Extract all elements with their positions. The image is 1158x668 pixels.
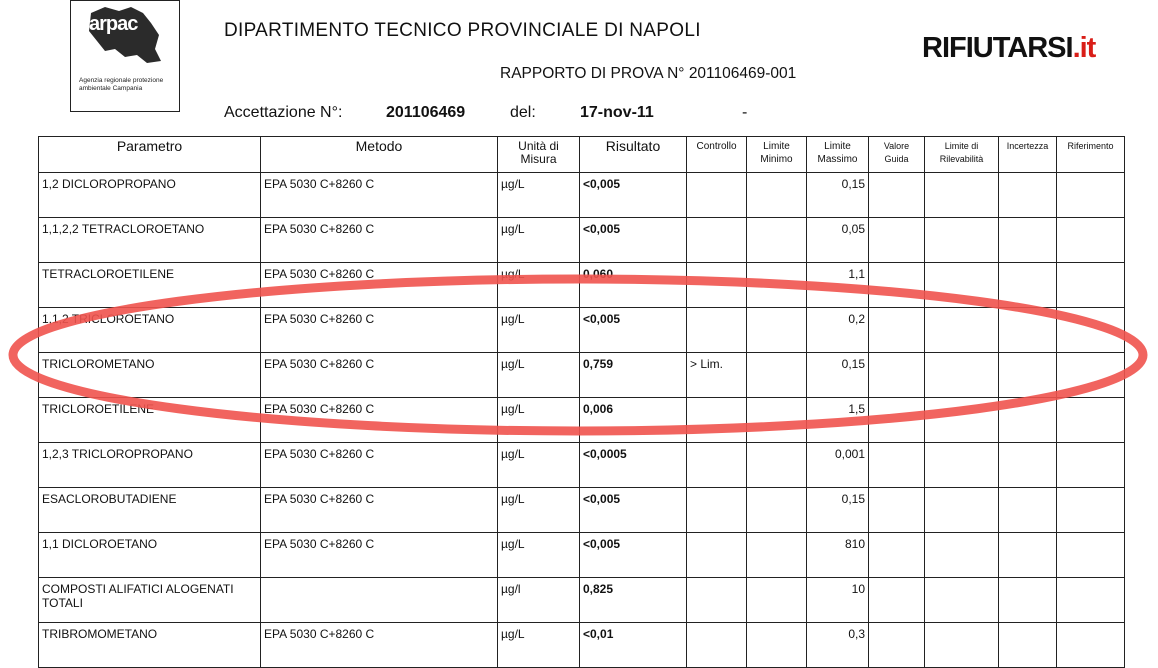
cell-incertezza xyxy=(999,308,1057,353)
cell-controllo xyxy=(687,533,747,578)
cell-parametro: 1,1 DICLOROETANO xyxy=(39,533,261,578)
cell-guida xyxy=(869,173,925,218)
cell-minimo xyxy=(747,443,807,488)
cell-incertezza xyxy=(999,443,1057,488)
cell-rilevabilita xyxy=(925,353,999,398)
cell-controllo xyxy=(687,398,747,443)
table-row xyxy=(39,173,1125,218)
header-controllo: Controllo xyxy=(687,137,747,173)
table-row xyxy=(39,218,1125,263)
cell-metodo: EPA 5030 C+8260 C xyxy=(261,533,498,578)
cell-riferimento xyxy=(1057,623,1125,668)
cell-unita: µg/L xyxy=(498,488,580,533)
table-row xyxy=(39,578,1125,623)
cell-guida xyxy=(869,398,925,443)
cell-unita: µg/l xyxy=(498,578,580,623)
cell-rilevabilita xyxy=(925,173,999,218)
cell-minimo xyxy=(747,308,807,353)
cell-risultato: 0,759 xyxy=(580,353,687,398)
cell-minimo xyxy=(747,173,807,218)
header-parametro: Parametro xyxy=(39,137,261,173)
cell-massimo: 1,5 xyxy=(807,398,869,443)
table-row xyxy=(39,263,1125,308)
cell-massimo: 0,3 xyxy=(807,623,869,668)
brand-name: RIFIUTARSI xyxy=(922,32,1073,64)
cell-incertezza xyxy=(999,578,1057,623)
cell-controllo xyxy=(687,308,747,353)
cell-metodo: EPA 5030 C+8260 C xyxy=(261,173,498,218)
department-title: DIPARTIMENTO TECNICO PROVINCIALE DI NAPOLI xyxy=(224,20,701,41)
cell-metodo: EPA 5030 C+8260 C xyxy=(261,263,498,308)
cell-massimo: 0,15 xyxy=(807,353,869,398)
cell-unita: µg/L xyxy=(498,308,580,353)
cell-massimo: 0,05 xyxy=(807,218,869,263)
cell-unita: µg/L xyxy=(498,263,580,308)
cell-minimo xyxy=(747,218,807,263)
cell-risultato: <0,01 xyxy=(580,623,687,668)
table-row xyxy=(39,443,1125,488)
cell-controllo xyxy=(687,218,747,263)
cell-risultato: <0,005 xyxy=(580,488,687,533)
cell-guida xyxy=(869,308,925,353)
cell-guida xyxy=(869,488,925,533)
cell-controllo xyxy=(687,263,747,308)
cell-metodo: EPA 5030 C+8260 C xyxy=(261,443,498,488)
cell-incertezza xyxy=(999,533,1057,578)
cell-unita: µg/L xyxy=(498,533,580,578)
cell-massimo: 0,15 xyxy=(807,173,869,218)
cell-rilevabilita xyxy=(925,623,999,668)
logo-wordmark: arpac xyxy=(89,13,138,35)
cell-incertezza xyxy=(999,353,1057,398)
header-unita: Unità di Misura xyxy=(498,137,580,173)
cell-metodo: EPA 5030 C+8260 C xyxy=(261,353,498,398)
date-value: 17-nov-11 xyxy=(580,104,654,121)
cell-metodo: EPA 5030 C+8260 C xyxy=(261,308,498,353)
cell-parametro: TRIBROMOMETANO xyxy=(39,623,261,668)
table-row xyxy=(39,308,1125,353)
cell-riferimento xyxy=(1057,218,1125,263)
cell-rilevabilita xyxy=(925,578,999,623)
cell-rilevabilita xyxy=(925,218,999,263)
cell-rilevabilita xyxy=(925,398,999,443)
report-label: RAPPORTO DI PROVA N° xyxy=(500,65,685,82)
table-row xyxy=(39,353,1125,398)
cell-minimo xyxy=(747,263,807,308)
results-table xyxy=(38,136,1125,668)
cell-risultato: 0,060 xyxy=(580,263,687,308)
table-row xyxy=(39,623,1125,668)
cell-incertezza xyxy=(999,218,1057,263)
brand-logo xyxy=(922,32,1095,65)
cell-riferimento xyxy=(1057,308,1125,353)
cell-parametro: 1,1,2 TRICLOROETANO xyxy=(39,308,261,353)
cell-risultato: <0,005 xyxy=(580,173,687,218)
cell-controllo xyxy=(687,443,747,488)
date-label: del: xyxy=(510,104,536,121)
arpac-logo xyxy=(70,0,180,112)
cell-riferimento xyxy=(1057,173,1125,218)
cell-incertezza xyxy=(999,623,1057,668)
cell-parametro: TRICLOROETILENE xyxy=(39,398,261,443)
cell-controllo xyxy=(687,488,747,533)
cell-metodo: EPA 5030 C+8260 C xyxy=(261,488,498,533)
cell-minimo xyxy=(747,578,807,623)
header-limite-massimo: Limite Massimo xyxy=(807,137,869,173)
cell-guida xyxy=(869,353,925,398)
cell-unita: µg/L xyxy=(498,443,580,488)
cell-minimo xyxy=(747,623,807,668)
cell-riferimento xyxy=(1057,578,1125,623)
cell-guida xyxy=(869,218,925,263)
cell-incertezza xyxy=(999,398,1057,443)
cell-riferimento xyxy=(1057,353,1125,398)
table-header-row xyxy=(39,137,1125,173)
cell-parametro: ESACLOROBUTADIENE xyxy=(39,488,261,533)
cell-unita: µg/L xyxy=(498,623,580,668)
date-dash: - xyxy=(742,104,748,121)
cell-unita: µg/L xyxy=(498,173,580,218)
cell-minimo xyxy=(747,398,807,443)
cell-unita: µg/L xyxy=(498,353,580,398)
header-riferimento: Riferimento xyxy=(1057,137,1125,173)
cell-unita: µg/L xyxy=(498,398,580,443)
header-incertezza: Incertezza xyxy=(999,137,1057,173)
header-risultato: Risultato xyxy=(580,137,687,173)
cell-guida xyxy=(869,443,925,488)
cell-massimo: 10 xyxy=(807,578,869,623)
brand-suffix: .it xyxy=(1072,32,1096,64)
cell-minimo xyxy=(747,533,807,578)
cell-rilevabilita xyxy=(925,488,999,533)
cell-metodo: EPA 5030 C+8260 C xyxy=(261,218,498,263)
cell-risultato: 0,006 xyxy=(580,398,687,443)
cell-risultato: <0,0005 xyxy=(580,443,687,488)
table-row xyxy=(39,488,1125,533)
cell-massimo: 0,15 xyxy=(807,488,869,533)
cell-unita: µg/L xyxy=(498,218,580,263)
acceptance-number: 201106469 xyxy=(386,104,466,121)
cell-massimo: 810 xyxy=(807,533,869,578)
cell-parametro: TETRACLOROETILENE xyxy=(39,263,261,308)
cell-rilevabilita xyxy=(925,443,999,488)
cell-guida xyxy=(869,623,925,668)
cell-incertezza xyxy=(999,488,1057,533)
header-limite-minimo: Limite Minimo xyxy=(747,137,807,173)
cell-parametro: COMPOSTI ALIFATICI ALOGENATI TOTALI xyxy=(39,578,261,623)
header-metodo: Metodo xyxy=(261,137,498,173)
table-row xyxy=(39,533,1125,578)
cell-parametro: 1,1,2,2 TETRACLOROETANO xyxy=(39,218,261,263)
cell-controllo xyxy=(687,578,747,623)
cell-riferimento xyxy=(1057,533,1125,578)
header-limite-rilevabilita: Limite di Rilevabilità xyxy=(925,137,999,173)
cell-risultato: 0,825 xyxy=(580,578,687,623)
cell-rilevabilita xyxy=(925,263,999,308)
logo-subtitle: Agenzia regionale protezione ambientale Campania xyxy=(79,77,164,92)
cell-metodo xyxy=(261,578,498,623)
cell-guida xyxy=(869,578,925,623)
cell-incertezza xyxy=(999,263,1057,308)
cell-minimo xyxy=(747,353,807,398)
cell-controllo: > Lim. xyxy=(687,353,747,398)
cell-riferimento xyxy=(1057,488,1125,533)
cell-parametro: TRICLOROMETANO xyxy=(39,353,261,398)
cell-incertezza xyxy=(999,173,1057,218)
cell-massimo: 0,001 xyxy=(807,443,869,488)
cell-riferimento xyxy=(1057,398,1125,443)
table-row xyxy=(39,398,1125,443)
cell-riferimento xyxy=(1057,443,1125,488)
cell-risultato: <0,005 xyxy=(580,218,687,263)
cell-massimo: 1,1 xyxy=(807,263,869,308)
cell-rilevabilita xyxy=(925,533,999,578)
report-number: 201106469-001 xyxy=(688,65,797,82)
header-valore-guida: Valore Guida xyxy=(869,137,925,173)
cell-minimo xyxy=(747,488,807,533)
cell-risultato: <0,005 xyxy=(580,308,687,353)
cell-risultato: <0,005 xyxy=(580,533,687,578)
cell-riferimento xyxy=(1057,263,1125,308)
cell-guida xyxy=(869,533,925,578)
cell-parametro: 1,2 DICLOROPROPANO xyxy=(39,173,261,218)
cell-controllo xyxy=(687,173,747,218)
cell-metodo: EPA 5030 C+8260 C xyxy=(261,398,498,443)
report-number-line xyxy=(500,65,796,83)
cell-controllo xyxy=(687,623,747,668)
acceptance-label: Accettazione N°: xyxy=(224,104,343,121)
cell-rilevabilita xyxy=(925,308,999,353)
cell-massimo: 0,2 xyxy=(807,308,869,353)
cell-parametro: 1,2,3 TRICLOROPROPANO xyxy=(39,443,261,488)
cell-guida xyxy=(869,263,925,308)
cell-metodo: EPA 5030 C+8260 C xyxy=(261,623,498,668)
